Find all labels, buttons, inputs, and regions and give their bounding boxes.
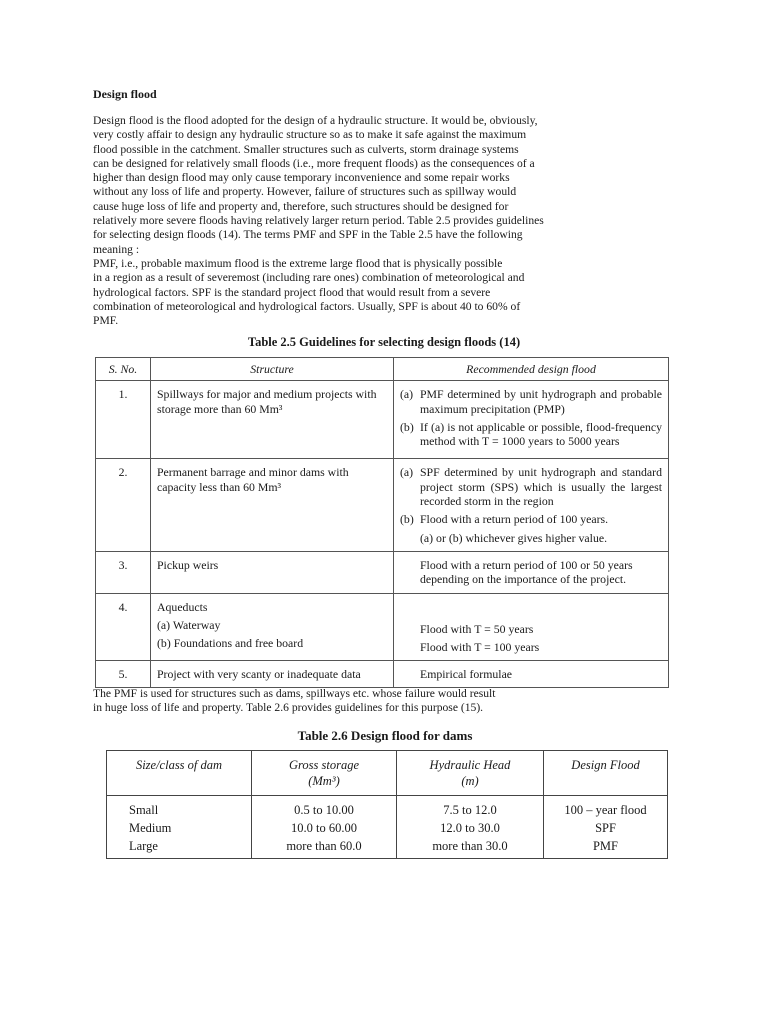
table-2-6: [106, 750, 668, 859]
cell-sno: 3.: [96, 551, 151, 593]
intro-line: hydrological factors. SPF is the standard project flood that would result from a severe: [93, 285, 491, 299]
intro-paragraph: [93, 114, 613, 328]
storage-header-label: Gross storage: [288, 758, 360, 772]
option-label: (b): [400, 512, 414, 527]
cell-size: Small: [129, 803, 159, 817]
head-header-unit: (m): [461, 774, 479, 788]
table-2-6-title: Table 2.6 Design flood for dams: [297, 728, 473, 743]
structure-title: Aqueducts: [157, 599, 208, 614]
option-a: [400, 387, 662, 416]
option-b: [400, 512, 662, 526]
intro-line: can be designed for relatively small floods (i.e., more frequent floods) as the consequences of a: [93, 156, 535, 170]
column-header-size: Size/class of dam: [107, 751, 252, 796]
option-label: (b): [400, 419, 414, 434]
intro-line: flood possible in the catchment. Smaller structures such as culverts, storm drainage systems: [93, 142, 519, 156]
cell-structure: [151, 593, 394, 661]
cell-recommended: [394, 661, 669, 688]
cell-size: Medium: [129, 821, 172, 835]
option-label: (a): [400, 465, 414, 480]
structure-sub-a: (a) Waterway: [157, 617, 221, 632]
table-row: [96, 381, 669, 459]
option-a: [400, 465, 662, 508]
cell-flood: SPF: [544, 818, 668, 836]
column-header-head: [397, 751, 544, 796]
intro-line: meaning :: [93, 242, 140, 256]
recommendation-text: Flood with a return period of 100 or 50 years depending on the importance of the project.: [420, 557, 633, 587]
cell-size: Large: [129, 839, 158, 853]
column-header-flood: Design Flood: [544, 751, 668, 796]
column-header-sno: S. No.: [96, 358, 151, 381]
table-row: [96, 593, 669, 661]
structure-sub-b: (b) Foundations and free board: [157, 636, 304, 651]
intro-line: for selecting design floods (14). The terms PMF and SPF in the Table 2.5 have the following: [93, 228, 523, 242]
option-c: (a) or (b) whichever gives higher value.: [420, 530, 608, 545]
intro-line: combination of meteorological and hydrological factors. Usually, SPF is about 40 to 60% of: [93, 299, 521, 313]
storage-header-unit: (Mm³): [308, 774, 340, 788]
cell-head: 7.5 to 12.0: [397, 796, 544, 819]
cell-recommended: [394, 459, 669, 551]
after-line: in huge loss of life and property. Table 2.6 provides guidelines for this purpose (15).: [93, 701, 484, 715]
intro-line: PMF, i.e., probable maximum flood is the extreme large flood that is physically possible: [93, 256, 503, 270]
table-row: [96, 551, 669, 593]
cell-head: more than 30.0: [397, 836, 544, 859]
intro-line: in a region as a result of severemost (including rare ones) combination of meteorological and: [93, 271, 525, 285]
cell-storage: 0.5 to 10.00: [252, 796, 397, 819]
recommendation-text: Empirical formulae: [420, 667, 513, 682]
cell-sno: 5.: [96, 661, 151, 688]
cell-recommended: [394, 593, 669, 661]
column-header-storage: [252, 751, 397, 796]
cell-head: 12.0 to 30.0: [397, 818, 544, 836]
column-header-recommended: Recommended design flood: [394, 358, 669, 381]
option-b: [400, 420, 662, 449]
option-text: SPF determined by unit hydrograph and standard project storm (SPS) which is usually the largest recorded storm in the region: [420, 465, 662, 509]
table-row: [107, 818, 668, 836]
option-text: If (a) is not applicable or possible, flood-frequency method with T = 1000 years to 5000 years: [420, 419, 662, 449]
option-text: PMF determined by unit hydrograph and probable maximum precipitation (PMP): [420, 387, 662, 416]
intro-line: without any loss of life and property. However, failure of structures such as spillway would: [93, 185, 517, 199]
cell-sno: 2.: [96, 459, 151, 551]
option-text: Flood with a return period of 100 years.: [420, 512, 609, 527]
after-paragraph: [93, 687, 613, 716]
cell-structure: Permanent barrage and minor dams with capacity less than 60 Mm³: [151, 459, 394, 551]
intro-line: very costly affair to design any hydraulic structure so as to make it safe against the maximum: [93, 128, 527, 142]
recommendation-a: Flood with T = 50 years: [420, 621, 534, 636]
table-row: [107, 836, 668, 859]
cell-structure: Spillways for major and medium projects with storage more than 60 Mm³: [151, 381, 394, 459]
cell-storage: more than 60.0: [252, 836, 397, 859]
cell-recommended: [394, 551, 669, 593]
recommendation-b: Flood with T = 100 years: [420, 639, 540, 654]
column-header-structure: Structure: [151, 358, 394, 381]
cell-storage: 10.0 to 60.00: [252, 818, 397, 836]
table-row: [107, 796, 668, 819]
table-2-5: [95, 357, 669, 688]
option-label: (a): [400, 387, 414, 402]
section-heading: Design flood: [93, 87, 157, 101]
cell-sno: 4.: [96, 593, 151, 661]
cell-structure: Project with very scanty or inadequate data: [151, 661, 394, 688]
cell-flood: PMF: [544, 836, 668, 859]
cell-structure: Pickup weirs: [151, 551, 394, 593]
intro-line: higher than design flood may only cause temporary inconvenience and some repair works: [93, 171, 510, 185]
cell-recommended: [394, 381, 669, 459]
table-row: [96, 459, 669, 551]
intro-line: Design flood is the flood adopted for the design of a hydraulic structure. It would be, obviously,: [93, 114, 538, 127]
head-header-label: Hydraulic Head: [429, 758, 511, 772]
intro-line: cause huge loss of life and property and, therefore, such structures should be designed for: [93, 199, 509, 213]
table-2-5-title: Table 2.5 Guidelines for selecting design floods (14): [247, 335, 521, 349]
intro-line: PMF.: [93, 314, 119, 328]
cell-flood: 100 – year flood: [544, 796, 668, 819]
cell-sno: 1.: [96, 381, 151, 459]
after-line: The PMF is used for structures such as dams, spillways etc. whose failure would result: [93, 687, 496, 700]
table-row: [96, 661, 669, 688]
intro-line: relatively more severe floods having relatively larger return period. Table 2.5 provides guidelines: [93, 214, 544, 228]
